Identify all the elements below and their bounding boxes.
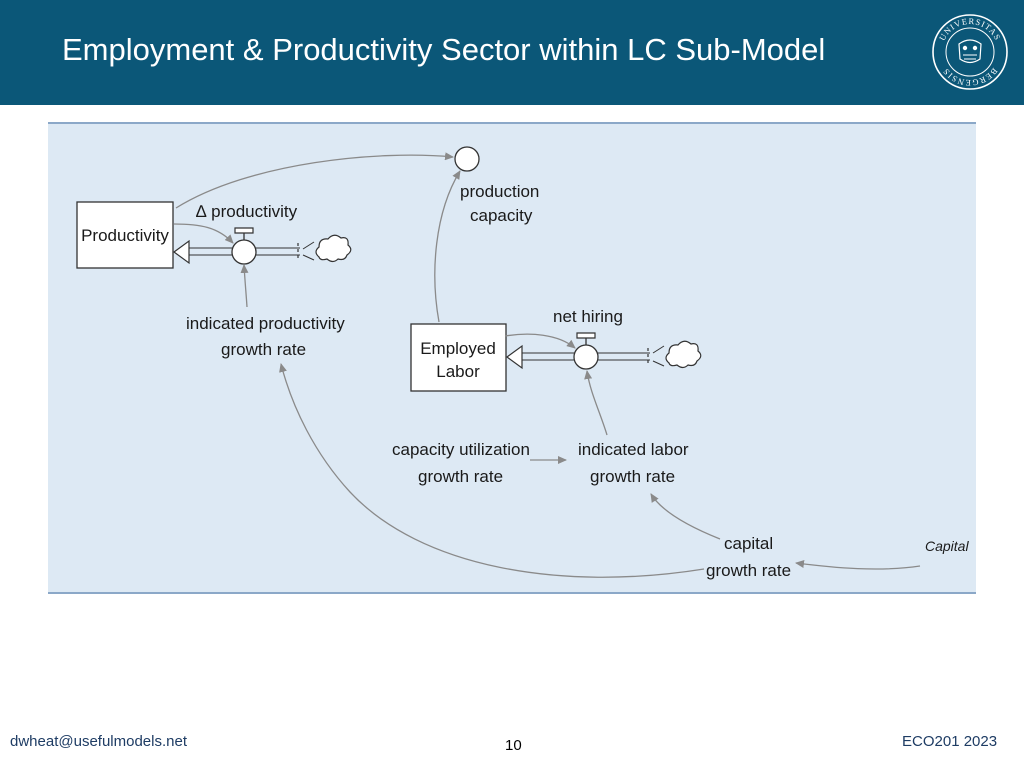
capacity-utilization-growth-rate-label-line2: growth rate bbox=[418, 467, 504, 486]
production-capacity-label-line2: capacity bbox=[470, 206, 533, 225]
indicated-productivity-growth-rate-label-line2: growth rate bbox=[221, 340, 307, 359]
footer-course: ECO201 2023 bbox=[902, 733, 998, 750]
employed-labor-label-line1: Employed bbox=[420, 339, 496, 358]
capital-growth-rate-label-line1: capital bbox=[724, 534, 774, 553]
production-capacity-label-line1: production bbox=[460, 182, 540, 201]
link-employed-labor-to-production-capacity bbox=[435, 171, 460, 322]
svg-text:BERGENSIS: BERGENSIS bbox=[940, 66, 1000, 89]
header-bar bbox=[0, 0, 1024, 105]
link-productivity-to-production-capacity bbox=[176, 155, 453, 208]
page-title: Employment & Productivity Sector within LC Sub-Model bbox=[62, 32, 826, 67]
link-indicated-labor-to-net-hiring bbox=[587, 371, 607, 435]
footer-email: dwheat@usefulmodels.net bbox=[10, 733, 187, 750]
productivity-valve[interactable] bbox=[232, 240, 256, 264]
link-indicated-productivity-to-valve bbox=[244, 265, 247, 307]
link-capital-growth-to-indicated-labor bbox=[651, 494, 720, 539]
productivity-source-cloud-icon bbox=[316, 235, 351, 261]
labor-source-cloud-icon bbox=[666, 341, 701, 367]
link-employed-labor-to-net-hiring bbox=[505, 334, 575, 348]
page-number: 10 bbox=[505, 737, 522, 754]
svg-text:UNIVERSITAS: UNIVERSITAS bbox=[936, 15, 1004, 43]
production-capacity-node[interactable] bbox=[455, 147, 479, 171]
productivity-stock-label: Productivity bbox=[81, 226, 169, 245]
net-hiring-valve[interactable] bbox=[574, 345, 598, 369]
employed-labor-label-line2: Labor bbox=[436, 362, 480, 381]
link-productivity-to-delta-productivity bbox=[174, 224, 233, 243]
delta-productivity-label: ∆ productivity bbox=[196, 202, 298, 221]
indicated-labor-growth-rate-label-line1: indicated labor bbox=[578, 440, 689, 459]
diagram-canvas bbox=[48, 124, 976, 596]
capacity-utilization-growth-rate-label-line1: capacity utilization bbox=[392, 440, 530, 459]
valve-handle-icon bbox=[577, 333, 595, 338]
net-hiring-label: net hiring bbox=[553, 307, 623, 326]
link-capital-to-capital-growth bbox=[796, 563, 920, 569]
capital-growth-rate-label-line2: growth rate bbox=[706, 561, 792, 580]
stock-flow-diagram bbox=[48, 122, 976, 594]
indicated-productivity-growth-rate-label-line1: indicated productivity bbox=[186, 314, 345, 333]
indicated-labor-growth-rate-label-line2: growth rate bbox=[590, 467, 676, 486]
university-seal-logo bbox=[930, 12, 1010, 92]
capital-ghost-label: Capital bbox=[925, 538, 969, 554]
valve-handle-icon bbox=[235, 228, 253, 233]
